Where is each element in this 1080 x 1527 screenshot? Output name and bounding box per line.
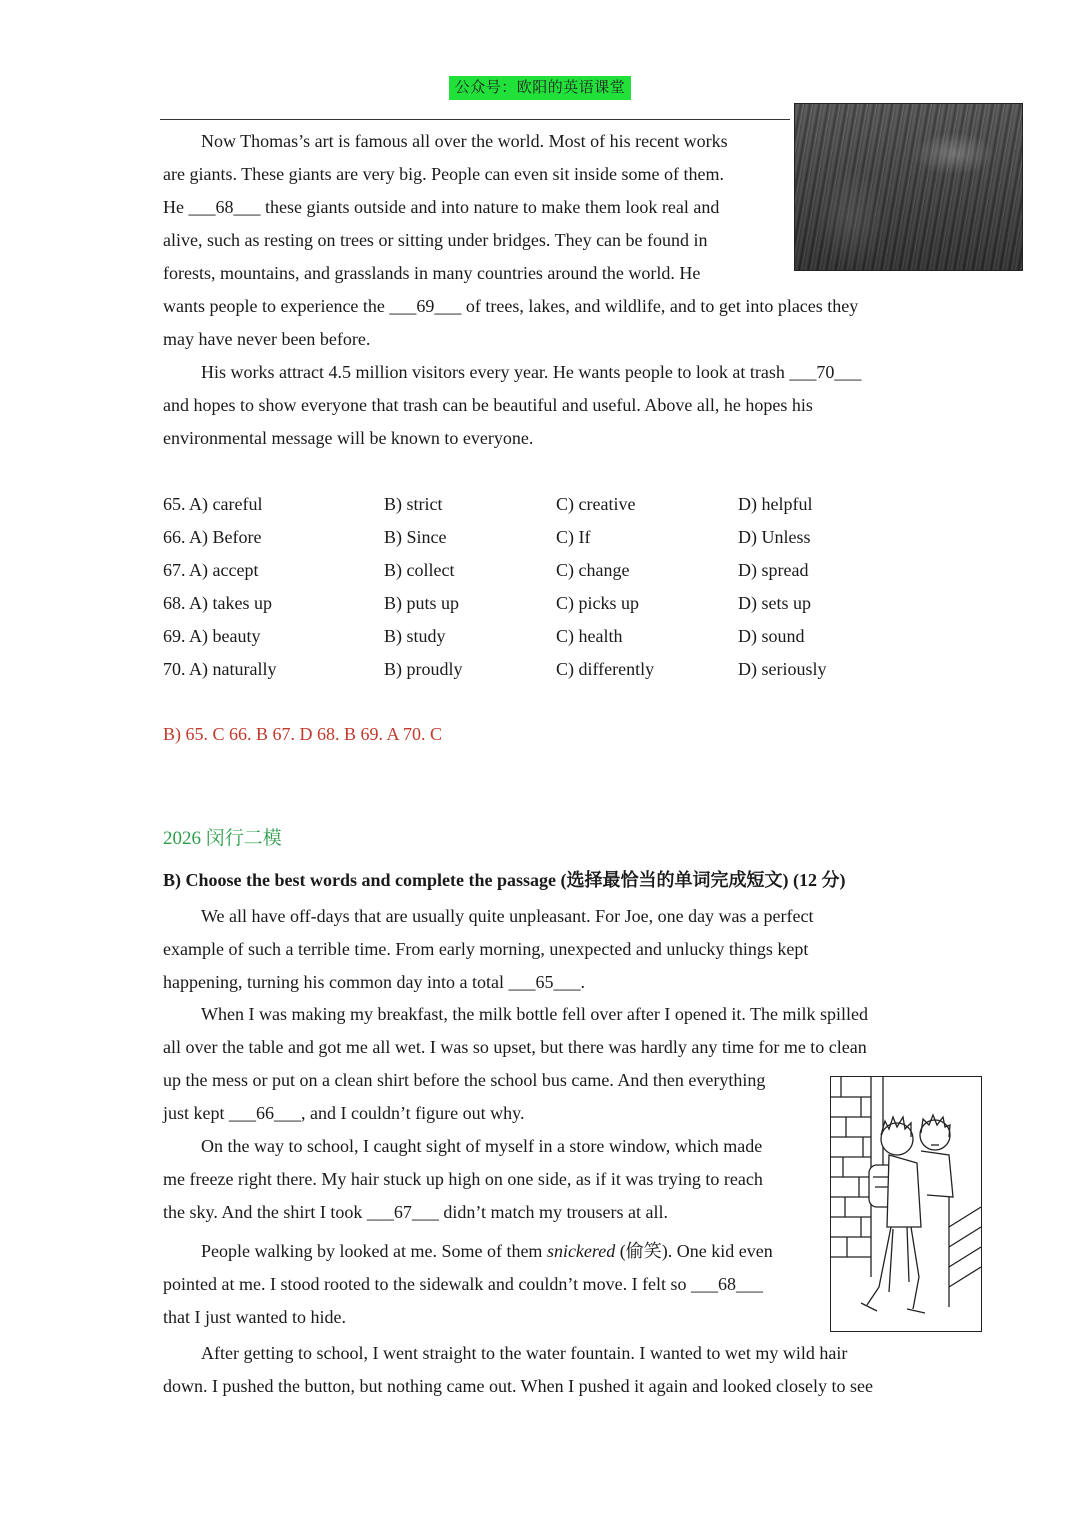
option-c: C) picks up (556, 593, 639, 613)
text-line: People walking by looked at me. Some of them snickered (偷笑). One kid even (201, 1241, 773, 1261)
option-d: D) sets up (738, 593, 811, 613)
option-a: 70. A) naturally (163, 659, 277, 679)
option-row (163, 521, 923, 554)
passage-b-paragraph-2 (163, 998, 917, 1064)
option-row (163, 554, 923, 587)
option-d: D) seriously (738, 659, 827, 679)
passage-b-paragraph-5 (163, 1337, 917, 1403)
passage-b-paragraph-2-cont (163, 1064, 809, 1130)
option-b: B) puts up (384, 593, 460, 613)
option-c: C) differently (556, 659, 655, 679)
option-b: B) study (384, 626, 446, 646)
section-heading: B) Choose the best words and complete the passage (选择最恰当的单词完成短文) (12 分) (163, 870, 846, 890)
text-line: and hopes to show everyone that trash can be beautiful and useful. Above all, he hopes his (163, 395, 813, 415)
option-d: D) Unless (738, 527, 811, 547)
option-row (163, 488, 923, 521)
option-c: C) If (556, 527, 591, 547)
answer-options (163, 488, 923, 686)
option-row (163, 587, 923, 620)
option-c: C) creative (556, 494, 636, 514)
option-b: B) collect (384, 560, 455, 580)
option-a: 65. A) careful (163, 494, 263, 514)
text-line: environmental message will be known to everyone. (163, 428, 534, 448)
option-a: 69. A) beauty (163, 626, 261, 646)
text-line: down. I pushed the button, but nothing came out. When I pushed it again and looked closely to see (163, 1376, 874, 1396)
passage-a-paragraph-1 (163, 125, 779, 290)
text-line: pointed at me. I stood rooted to the sidewalk and couldn’t move. I felt so ___68___ (163, 1274, 764, 1294)
option-a: 68. A) takes up (163, 593, 272, 613)
text-line: On the way to school, I caught sight of myself in a store window, which made (201, 1136, 763, 1156)
option-d: D) spread (738, 560, 809, 580)
option-row (163, 620, 923, 653)
option-row (163, 653, 923, 686)
text-line: happening, turning his common day into a total ___65___. (163, 972, 585, 992)
text-line: just kept ___66___, and I couldn’t figure out why. (163, 1103, 525, 1123)
text-line: up the mess or put on a clean shirt before the school bus came. And then everything (163, 1070, 766, 1090)
italic-word: snickered (546, 1241, 616, 1261)
text-line: are giants. These giants are very big. People can even sit inside some of them. (163, 164, 725, 184)
text-line: His works attract 4.5 million visitors every year. He wants people to look at trash ___70___ (201, 362, 862, 382)
text-line: After getting to school, I went straight to the water fountain. I wanted to wet my wild hair (201, 1343, 848, 1363)
passage-a-paragraph-2 (163, 356, 917, 455)
boys-cartoon-illustration (830, 1076, 982, 1332)
text-line: wants people to experience the ___69___ of trees, lakes, and wildlife, and to get into places they (163, 296, 859, 316)
text-line: all over the table and got me all wet. I was so upset, but there was hardly any time for me to clean (163, 1037, 867, 1057)
text-line: When I was making my breakfast, the milk bottle fell over after I opened it. The milk spilled (201, 1004, 868, 1024)
option-c: C) change (556, 560, 630, 580)
passage-a-paragraph-1-cont (163, 290, 917, 356)
option-a: 67. A) accept (163, 560, 259, 580)
answer-key: B) 65. C 66. B 67. D 68. B 69. A 70. C (163, 724, 443, 744)
option-c: C) health (556, 626, 623, 646)
option-b: B) Since (384, 527, 447, 547)
option-d: D) helpful (738, 494, 813, 514)
option-b: B) strict (384, 494, 443, 514)
text-line: may have never been before. (163, 329, 371, 349)
text-line: alive, such as resting on trees or sitting under bridges. They can be found in (163, 230, 708, 250)
text-line: We all have off-days that are usually quite unpleasant. For Joe, one day was a perfect (201, 906, 814, 926)
passage-b-paragraph-1 (163, 900, 917, 999)
text-line: that I just wanted to hide. (163, 1307, 346, 1327)
option-a: 66. A) Before (163, 527, 262, 547)
text-line: the sky. And the shirt I took ___67___ didn’t match my trousers at all. (163, 1202, 668, 1222)
text-line: Now Thomas’s art is famous all over the world. Most of his recent works (201, 131, 728, 151)
text-line: forests, mountains, and grasslands in many countries around the world. He (163, 263, 701, 283)
option-d: D) sound (738, 626, 805, 646)
text-line: me freeze right there. My hair stuck up high on one side, as if it was trying to reach (163, 1169, 763, 1189)
text-line: He ___68___ these giants outside and into nature to make them look real and (163, 197, 720, 217)
passage-b-paragraph-4 (163, 1235, 809, 1334)
watermark-tag: 公众号：欧阳的英语课堂 (449, 76, 631, 100)
option-b: B) proudly (384, 659, 463, 679)
header-divider (160, 119, 790, 120)
section-source-label: 2026 闵行二模 (163, 828, 282, 849)
passage-b-paragraph-3 (163, 1130, 809, 1229)
giant-sculpture-photo (794, 103, 1023, 271)
text-line: example of such a terrible time. From early morning, unexpected and unlucky things kept (163, 939, 809, 959)
